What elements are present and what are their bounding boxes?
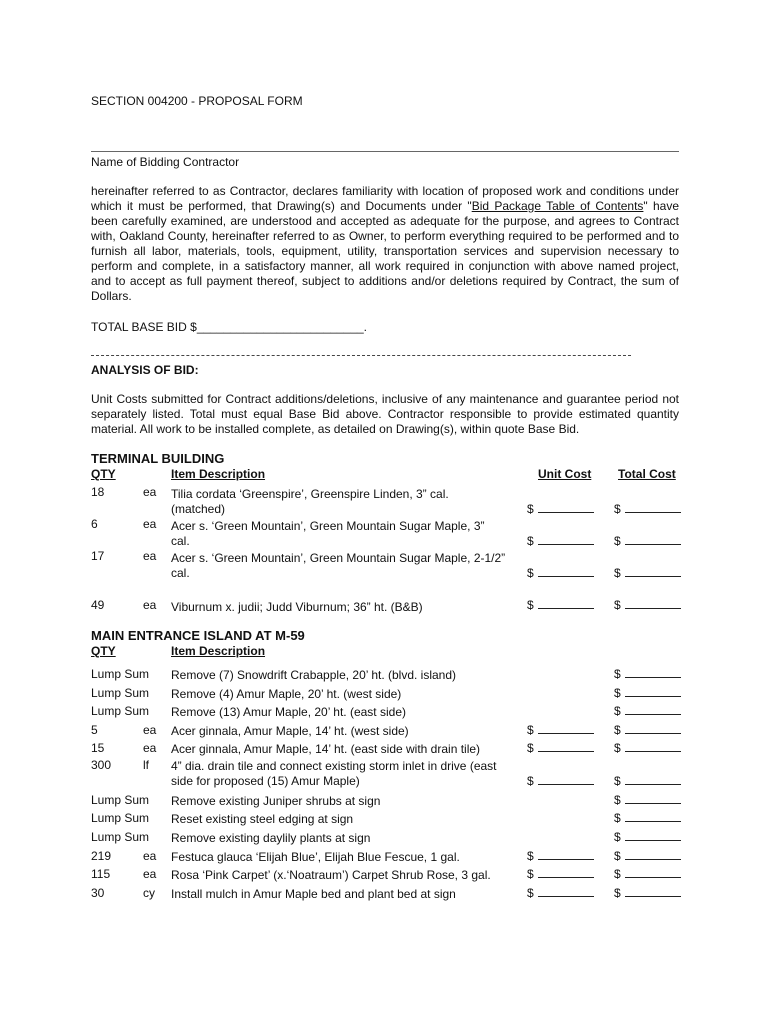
terminal-row-qty: 6 (91, 517, 98, 531)
dollar-sign: $ (527, 741, 534, 755)
amount-blank[interactable] (625, 704, 681, 715)
dollar-sign: $ (527, 774, 534, 788)
amount-blank[interactable] (625, 886, 681, 897)
main-row-total-cost[interactable] (614, 774, 681, 788)
intro-text-2: " have been carefully examined, are understood and accepted as adequate for the purpose, and agrees to Contract with, Oakland County, hereinafter referred to as Owner, to perform everything required to be performed and to furnish all labor, materials, tools, equipment, utility, transportation services and supervision necessary to perform and complete, in a satisfactory manner, all work required in conjunction with above named project, and to accept as full payment thereof, subject to additions and/or deletions required by Contract, the sum of Dollars. (91, 199, 679, 303)
main-row-unit-cost[interactable] (527, 723, 594, 737)
contractor-name-label: Name of Bidding Contractor (91, 155, 240, 169)
dollar-sign: $ (614, 502, 621, 516)
terminal-col-desc: Item Description (171, 467, 266, 481)
terminal-row-desc: Acer s. ‘Green Mountain’, Green Mountain Sugar Maple, 3” cal. (171, 519, 485, 548)
amount-blank[interactable] (538, 534, 594, 545)
total-base-bid: TOTAL BASE BID $_________________________. (91, 320, 367, 334)
dollar-sign: $ (614, 811, 621, 825)
amount-blank[interactable] (625, 793, 681, 804)
main-row-total-cost[interactable] (614, 811, 681, 825)
terminal-col-total-cost: Total Cost (618, 467, 676, 481)
main-row-unit-cost[interactable] (527, 849, 594, 863)
terminal-row-qty: 18 (91, 485, 105, 499)
terminal-row-unit: ea (143, 598, 157, 612)
main-row-qty: 115 (91, 867, 111, 881)
dollar-sign: $ (527, 598, 534, 612)
main-row-unit-cost[interactable] (527, 741, 594, 755)
dollar-sign: $ (614, 793, 621, 807)
terminal-row-unit: ea (143, 549, 157, 563)
dollar-sign: $ (614, 867, 621, 881)
amount-blank[interactable] (625, 534, 681, 545)
terminal-row-total-cost[interactable] (614, 502, 681, 516)
terminal-row-unit-cost[interactable] (527, 598, 594, 612)
main-row-desc: Remove existing Juniper shrubs at sign (171, 794, 381, 808)
main-row-desc: 4” dia. drain tile and connect existing storm inlet in drive (east side for proposed (15) Amur Maple) (171, 759, 497, 788)
amount-blank[interactable] (625, 741, 681, 752)
main-row-desc: Remove (7) Snowdrift Crabapple, 20’ ht. (blvd. island) (171, 668, 457, 682)
main-row-unit: cy (143, 886, 155, 900)
amount-blank[interactable] (625, 867, 681, 878)
amount-blank[interactable] (538, 598, 594, 609)
main-col-qty: QTY (91, 644, 116, 658)
terminal-row-desc: Acer s. ‘Green Mountain’, Green Mountain Sugar Maple, 2-1/2” cal. (171, 551, 506, 580)
main-row-desc: Remove (13) Amur Maple, 20’ ht. (east side) (171, 705, 406, 719)
dollar-sign: $ (527, 849, 534, 863)
amount-blank[interactable] (538, 849, 594, 860)
dollar-sign: $ (527, 502, 534, 516)
main-row-desc: Reset existing steel edging at sign (171, 812, 354, 826)
dollar-sign: $ (614, 741, 621, 755)
main-row-qty: 300 (91, 758, 112, 772)
terminal-row-desc: Tilia cordata ‘Greenspire’, Greenspire Linden, 3” cal. (matched) (171, 487, 449, 516)
dollar-sign: $ (614, 830, 621, 844)
dollar-sign: $ (527, 886, 534, 900)
section-title: SECTION 004200 - PROPOSAL FORM (91, 94, 303, 108)
divider (91, 355, 631, 356)
amount-blank[interactable] (625, 811, 681, 822)
intro-paragraph (91, 184, 679, 304)
main-row-unit: ea (143, 849, 157, 863)
main-row-qty: 15 (91, 741, 105, 755)
terminal-col-unit-cost: Unit Cost (538, 467, 592, 481)
analysis-title: ANALYSIS OF BID: (91, 363, 199, 377)
main-row-total-cost[interactable] (614, 867, 681, 881)
main-row-qty: 5 (91, 723, 98, 737)
amount-blank[interactable] (538, 723, 594, 734)
amount-blank[interactable] (625, 830, 681, 841)
amount-blank[interactable] (538, 502, 594, 513)
amount-blank[interactable] (538, 566, 594, 577)
dollar-sign: $ (527, 534, 534, 548)
main-row-desc: Acer ginnala, Amur Maple, 14’ ht. (east side with drain tile) (171, 742, 481, 756)
amount-blank[interactable] (625, 502, 681, 513)
dollar-sign: $ (614, 704, 621, 718)
amount-blank[interactable] (625, 598, 681, 609)
main-row-unit-cost[interactable] (527, 774, 594, 788)
main-row-qty: Lump Sum (91, 704, 150, 718)
main-row-total-cost[interactable] (614, 723, 681, 737)
dollar-sign: $ (614, 849, 621, 863)
amount-blank[interactable] (538, 774, 594, 785)
intro-text-1: hereinafter referred to as Contractor, declares familiarity with location of proposed work and conditions under which it must be performed, that Drawing(s) and Documents under " (91, 184, 679, 213)
dollar-sign: $ (614, 598, 621, 612)
dollar-sign: $ (614, 566, 621, 580)
main-row-desc: Acer ginnala, Amur Maple, 14’ ht. (west side) (171, 724, 409, 738)
amount-blank[interactable] (625, 774, 681, 785)
main-row-total-cost[interactable] (614, 793, 681, 807)
terminal-row-unit: ea (143, 517, 157, 531)
main-row-unit: ea (143, 741, 157, 755)
dollar-sign: $ (614, 534, 621, 548)
terminal-col-qty: QTY (91, 467, 116, 481)
terminal-row-qty: 49 (91, 598, 105, 612)
dollar-sign: $ (527, 723, 534, 737)
amount-blank[interactable] (625, 849, 681, 860)
amount-blank[interactable] (625, 566, 681, 577)
main-row-total-cost[interactable] (614, 849, 681, 863)
terminal-row-desc: Viburnum x. judii; Judd Viburnum; 36” ht. (B&B) (171, 600, 423, 614)
main-row-unit-cost[interactable] (527, 886, 594, 900)
main-row-total-cost[interactable] (614, 830, 681, 844)
main-row-total-cost[interactable] (614, 667, 681, 681)
main-row-desc: Remove existing daylily plants at sign (171, 831, 371, 845)
main-row-qty: 30 (91, 886, 105, 900)
dollar-sign: $ (527, 867, 534, 881)
main-col-desc: Item Description (171, 644, 266, 658)
analysis-text: Unit Costs submitted for Contract additions/deletions, inclusive of any maintenance and guarantee period not separately listed. Total must equal Base Bid above. Contractor responsible to provide estimated quantity material. All work to be installed complete, as detailed on Drawing(s), within quote Base Bid. (91, 392, 679, 436)
dollar-sign: $ (614, 667, 621, 681)
main-row-unit: lf (143, 758, 149, 772)
main-row-desc: Remove (4) Amur Maple, 20’ ht. (west side) (171, 687, 402, 701)
terminal-row-total-cost[interactable] (614, 598, 681, 612)
dollar-sign: $ (614, 774, 621, 788)
main-row-unit: ea (143, 867, 157, 881)
dollar-sign: $ (614, 886, 621, 900)
bid-package-link[interactable]: Bid Package Table of Contents (471, 199, 644, 213)
main-row-qty: Lump Sum (91, 793, 150, 807)
terminal-row-unit-cost[interactable] (527, 502, 594, 516)
main-row-total-cost[interactable] (614, 886, 681, 900)
amount-blank[interactable] (625, 723, 681, 734)
terminal-row-total-cost[interactable] (614, 534, 681, 548)
main-row-total-cost[interactable] (614, 741, 681, 755)
main-row-desc: Festuca glauca ‘Elijah Blue’, Elijah Blue Fescue, 1 gal. (171, 850, 460, 864)
amount-blank[interactable] (538, 886, 594, 897)
amount-blank[interactable] (625, 667, 681, 678)
main-row-total-cost[interactable] (614, 704, 681, 718)
main-row-qty: Lump Sum (91, 686, 150, 700)
amount-blank[interactable] (538, 741, 594, 752)
main-row-qty: Lump Sum (91, 667, 150, 681)
terminal-row-unit-cost[interactable] (527, 534, 594, 548)
contractor-name-line[interactable] (91, 151, 679, 152)
dollar-sign: $ (614, 686, 621, 700)
main-row-unit-cost[interactable] (527, 867, 594, 881)
terminal-building-title: TERMINAL BUILDING (91, 451, 225, 466)
dollar-sign: $ (527, 566, 534, 580)
amount-blank[interactable] (625, 686, 681, 697)
main-row-total-cost[interactable] (614, 686, 681, 700)
main-entrance-title: MAIN ENTRANCE ISLAND AT M-59 (91, 628, 305, 643)
main-row-qty: Lump Sum (91, 811, 150, 825)
main-row-unit: ea (143, 723, 157, 737)
terminal-row-total-cost[interactable] (614, 566, 681, 580)
main-row-qty: Lump Sum (91, 830, 150, 844)
dollar-sign: $ (614, 723, 621, 737)
main-row-desc: Rosa ‘Pink Carpet’ (x.‘Noatraum’) Carpet Shrub Rose, 3 gal. (171, 868, 491, 882)
terminal-row-unit-cost[interactable] (527, 566, 594, 580)
main-row-qty: 219 (91, 849, 112, 863)
main-row-desc: Install mulch in Amur Maple bed and plant bed at sign (171, 887, 456, 901)
terminal-row-qty: 17 (91, 549, 105, 563)
amount-blank[interactable] (538, 867, 594, 878)
terminal-row-unit: ea (143, 485, 157, 499)
